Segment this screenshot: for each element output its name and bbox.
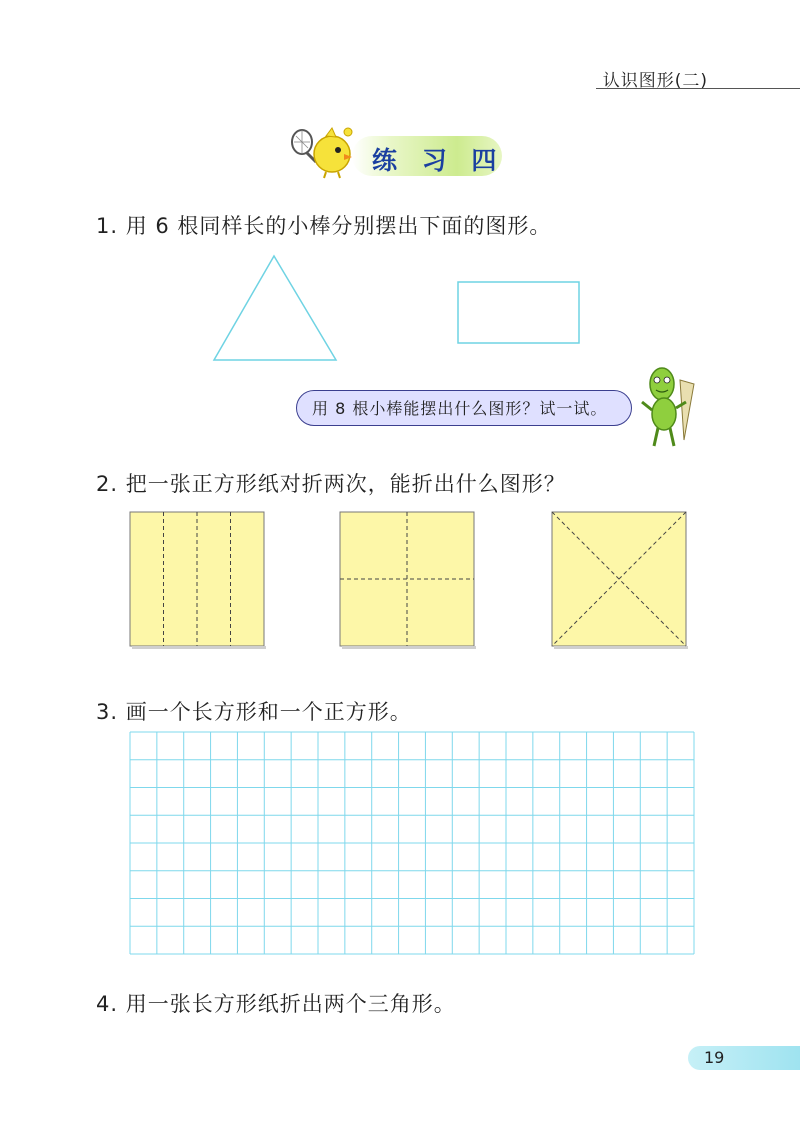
- question-4: 4. 用一张长方形纸折出两个三角形。: [96, 992, 456, 1016]
- drawing-grid[interactable]: [128, 730, 696, 956]
- header-rule: [596, 88, 800, 89]
- triangle-figure: [210, 252, 342, 364]
- question-3: 3. 画一个长方形和一个正方形。: [96, 700, 412, 724]
- chapter-header: 认识图形(二): [602, 71, 708, 91]
- question-1: 1. 用 6 根同样长的小棒分别摆出下面的图形。: [96, 214, 552, 238]
- folded-paper-quarters: [338, 510, 480, 650]
- rectangle-figure: [456, 280, 582, 346]
- folded-paper-vertical-strips: [128, 510, 270, 650]
- green-pea-character-icon: [636, 362, 700, 452]
- tennis-racket-icon: [292, 130, 316, 162]
- page-number: 19: [704, 1048, 725, 1067]
- section-title: 练 习 四: [372, 146, 505, 175]
- question-2: 2. 把一张正方形纸对折两次，能折出什么图形？: [96, 472, 566, 496]
- chick-mascot-icon: [286, 124, 362, 180]
- speech-bubble-text: 用 8 根小棒能摆出什么图形？试一试。: [312, 399, 608, 418]
- folded-paper-diagonals: [550, 510, 692, 650]
